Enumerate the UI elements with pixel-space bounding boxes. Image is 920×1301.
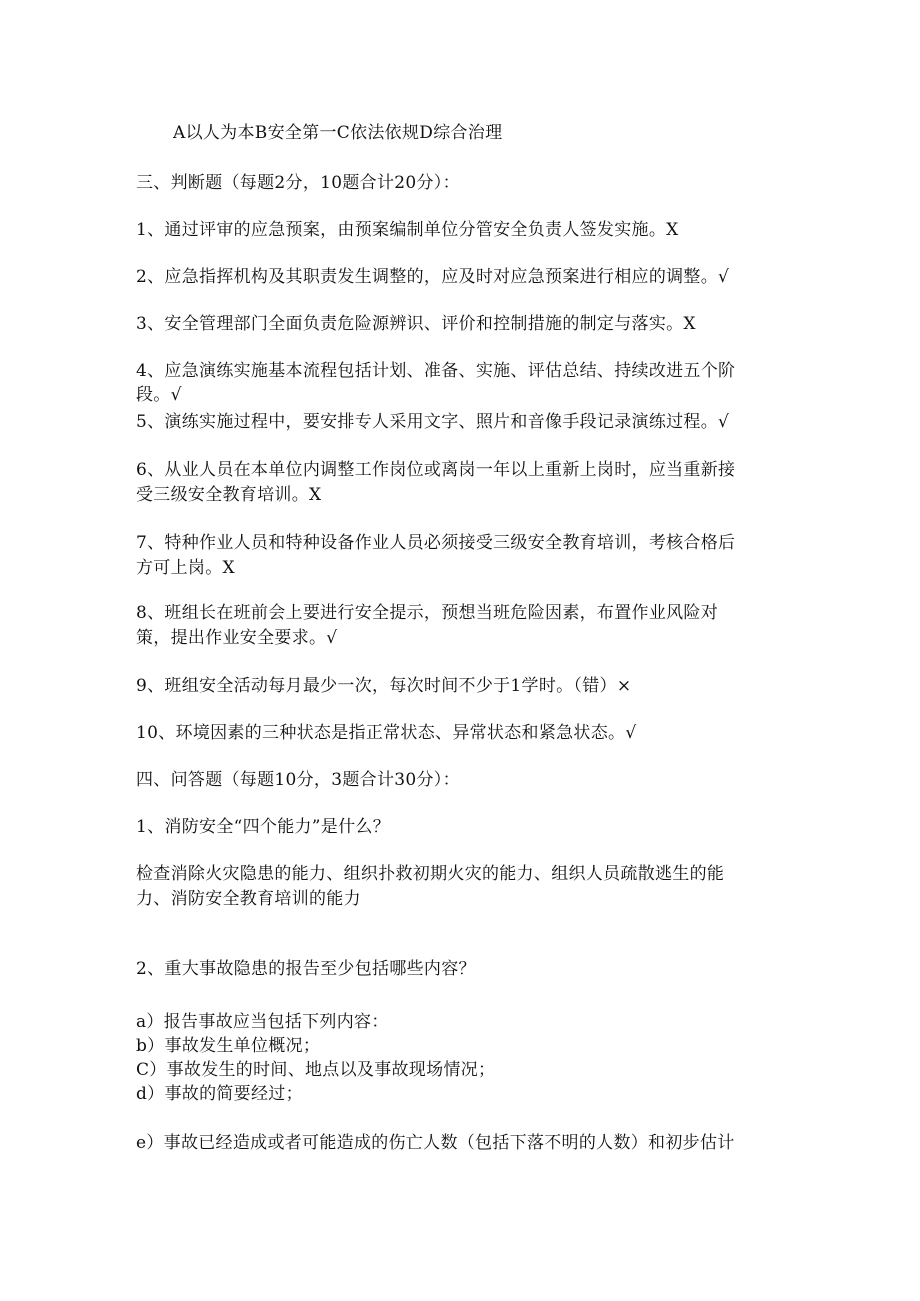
judgment-1: 1、通过评审的应急预案，由预案编制单位分管安全负责人签发实施。X <box>136 220 679 240</box>
judgment-10: 10、环境因素的三种状态是指正常状态、异常状态和紧急状态。√ <box>136 723 637 743</box>
answer-1-line1: 检查消除火灾隐患的能力、组织扑救初期火灾的能力、组织人员疏散逃生的能 <box>136 864 725 884</box>
question-1: 1、消防安全“四个能力”是什么？ <box>136 817 390 837</box>
judgment-7-line1: 7、特种作业人员和特种设备作业人员必须接受三级安全教育培训，考核合格后 <box>136 533 736 553</box>
judgment-4-line2: 段。√ <box>136 385 182 405</box>
question-2: 2、重大事故隐患的报告至少包括哪些内容？ <box>136 959 476 979</box>
judgment-6-line1: 6、从业人员在本单位内调整工作岗位或离岗一年以上重新上岗时，应当重新接 <box>136 460 736 480</box>
judgment-8-line1: 8、班组长在班前会上要进行安全提示，预想当班危险因素，布置作业风险对 <box>136 603 719 623</box>
section-3-title: 三、判断题（每题2分，10题合计20分）： <box>136 173 460 193</box>
answer-2-item-b: b）事故发生单位概况； <box>136 1036 321 1056</box>
answer-2-item-c: C）事故发生的时间、地点以及事故现场情况； <box>136 1060 496 1080</box>
choice-options: A以人为本B安全第一C依法依规D综合治理 <box>173 123 503 143</box>
judgment-6-line2: 受三级安全教育培训。X <box>136 485 322 505</box>
judgment-3: 3、安全管理部门全面负责危险源辨识、评价和控制措施的制定与落实。X <box>136 314 696 334</box>
answer-1-line2: 力、消防安全教育培训的能力 <box>136 889 361 909</box>
judgment-9: 9、班组安全活动每月最少一次，每次时间不少于1学时。（错）× <box>136 676 632 696</box>
section-4-title: 四、问答题（每题10分，3题合计30分）： <box>136 770 460 790</box>
answer-2-item-d: d）事故的简要经过； <box>136 1084 303 1104</box>
answer-2-item-a: a）报告事故应当包括下列内容： <box>136 1012 389 1032</box>
judgment-2: 2、应急指挥机构及其职责发生调整的，应及时对应急预案进行相应的调整。√ <box>136 267 730 287</box>
judgment-4-line1: 4、应急演练实施基本流程包括计划、准备、实施、评估总结、持续改进五个阶 <box>136 361 736 381</box>
judgment-7-line2: 方可上岗。X <box>136 558 235 578</box>
answer-2-item-e: e）事故已经造成或者可能造成的伤亡人数（包括下落不明的人数）和初步估计 <box>136 1133 735 1153</box>
judgment-5: 5、演练实施过程中，要安排专人采用文字、照片和音像手段记录演练过程。√ <box>136 412 730 432</box>
judgment-8-line2: 策，提出作业安全要求。√ <box>136 628 338 648</box>
